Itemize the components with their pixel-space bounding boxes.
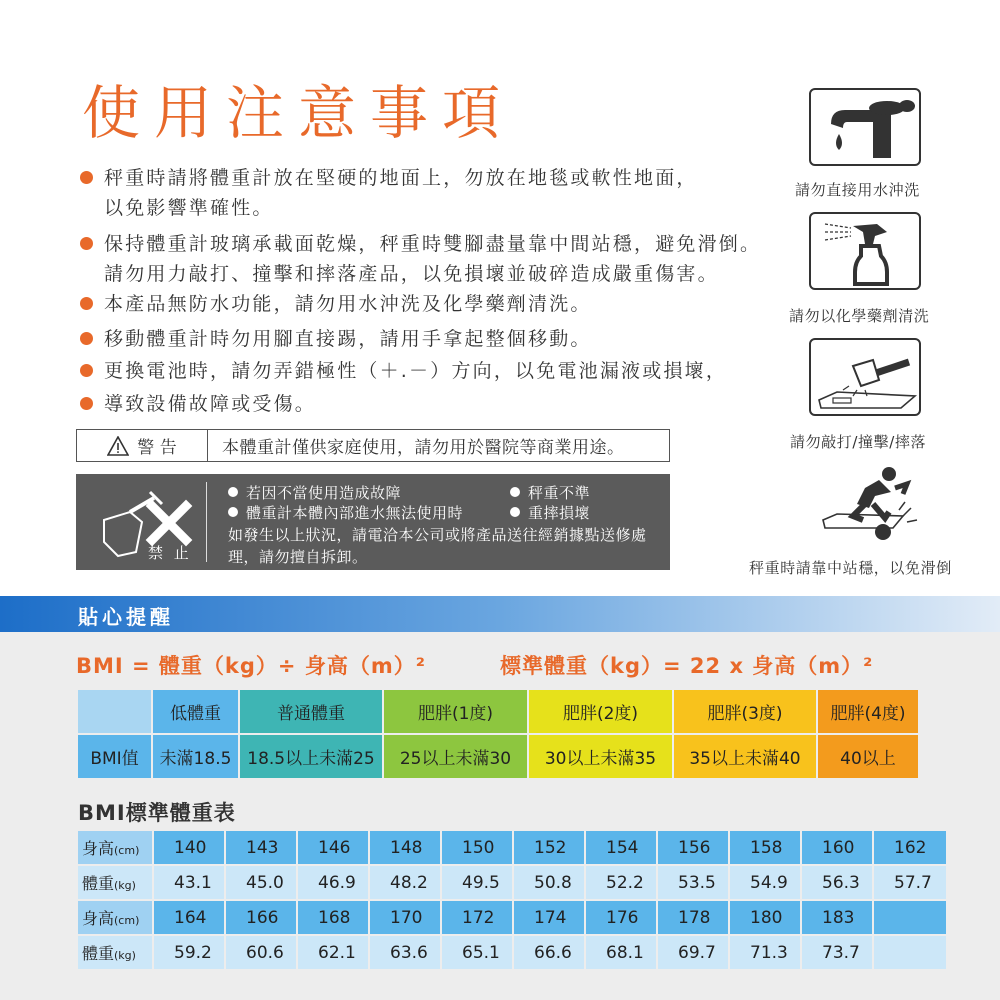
table-cell: 156 <box>657 830 729 865</box>
table-cell: 160 <box>801 830 873 865</box>
table-cell: 162 <box>873 830 947 865</box>
table-cell: 肥胖(3度) <box>673 689 817 734</box>
prohibit-item: 秤重不準 <box>510 482 590 503</box>
prohibition-box <box>76 474 670 570</box>
warning-box <box>76 429 670 462</box>
table-cell: 25以上未滿30 <box>383 734 528 779</box>
icon-caption: 秤重時請靠中站穩，以免滑倒 <box>749 559 952 577</box>
table-cell: 73.7 <box>801 935 873 970</box>
table-cell: 154 <box>585 830 657 865</box>
table-cell: 肥胖(1度) <box>383 689 528 734</box>
table-cell: 63.6 <box>369 935 441 970</box>
table-row <box>77 935 947 970</box>
table-cell: 50.8 <box>513 865 585 900</box>
standard-weight-formula: 標準體重（kg）= 22 x 身高（m）² <box>500 654 874 678</box>
divider <box>206 482 207 562</box>
table-cell: 168 <box>297 900 369 935</box>
icon-caption: 請勿直接用水沖洗 <box>795 181 920 199</box>
table-row <box>77 865 947 900</box>
table-cell: 57.7 <box>873 865 947 900</box>
table-row <box>77 900 947 935</box>
table-cell: 40以上 <box>817 734 919 779</box>
table-cell: 174 <box>513 900 585 935</box>
prohibit-item: 體重計本體內部進水無法使用時 <box>228 502 463 523</box>
prohibit-label: 禁 止 <box>148 544 192 562</box>
table-row <box>77 689 919 734</box>
table-cell: 46.9 <box>297 865 369 900</box>
table-cell: 45.0 <box>225 865 297 900</box>
note-item: 導致設備故障或受傷。 <box>80 389 316 419</box>
table-cell: 普通體重 <box>239 689 383 734</box>
table-cell: 178 <box>657 900 729 935</box>
table-cell: 150 <box>441 830 513 865</box>
table-cell: 35以上未滿40 <box>673 734 817 779</box>
row-header-cell: 體重(kg) <box>77 865 153 900</box>
table-cell: 183 <box>801 900 873 935</box>
row-header-cell: 體重(kg) <box>77 935 153 970</box>
slipping-person-icon <box>809 458 921 546</box>
table-cell: 肥胖(4度) <box>817 689 919 734</box>
icon-caption: 請勿以化學藥劑清洗 <box>789 307 930 325</box>
table-cell: 43.1 <box>153 865 225 900</box>
note-item: 秤重時請將體重計放在堅硬的地面上，勿放在地毯或軟性地面， 以免影響準確性。 <box>80 163 698 223</box>
table-cell: 未滿18.5 <box>152 734 239 779</box>
table-cell: 148 <box>369 830 441 865</box>
table-cell: 176 <box>585 900 657 935</box>
table-cell: 146 <box>297 830 369 865</box>
table-row <box>77 734 919 779</box>
table-cell: 158 <box>729 830 801 865</box>
table-cell: 69.7 <box>657 935 729 970</box>
table-cell: 53.5 <box>657 865 729 900</box>
faucet-icon <box>809 88 921 166</box>
table-cell: 172 <box>441 900 513 935</box>
bullet-icon <box>80 297 93 310</box>
table-cell: 52.2 <box>585 865 657 900</box>
prohibit-item: 若因不當使用造成故障 <box>228 482 401 503</box>
weight-table <box>76 829 948 971</box>
table-cell: BMI值 <box>77 734 152 779</box>
bullet-icon <box>80 332 93 345</box>
table-cell: 180 <box>729 900 801 935</box>
warning-triangle-icon <box>107 436 129 456</box>
warning-label: 警 告 <box>137 438 177 458</box>
table-cell: 170 <box>369 900 441 935</box>
row-header-cell: 身高(cm) <box>77 830 153 865</box>
row-header-cell: 身高(cm) <box>77 900 153 935</box>
table-cell: 56.3 <box>801 865 873 900</box>
bullet-icon <box>80 237 93 250</box>
table-cell: 164 <box>153 900 225 935</box>
section-title: 貼心提醒 <box>78 605 174 629</box>
table-cell: 18.5以上未滿25 <box>239 734 383 779</box>
table-cell: 66.6 <box>513 935 585 970</box>
table-cell: 62.1 <box>297 935 369 970</box>
table-cell: 152 <box>513 830 585 865</box>
note-item: 保持體重計玻璃承載面乾燥，秤重時雙腳盡量靠中間站穩，避免滑倒。 請勿用力敲打、撞擊和摔落產品，以免損壞並破碎造成嚴重傷害。 <box>80 229 761 289</box>
section-banner <box>0 596 1000 632</box>
icon-caption: 請勿敲打/撞擊/摔落 <box>790 433 927 451</box>
bullet-icon <box>80 364 93 377</box>
table-cell: 166 <box>225 900 297 935</box>
table-cell <box>873 935 947 970</box>
warning-text: 本體重計僅供家庭使用，請勿用於醫院等商業用途。 <box>222 438 625 458</box>
prohibit-item: 重摔損壞 <box>510 502 590 523</box>
weight-table-title: BMI標準體重表 <box>78 801 236 825</box>
table-cell: 60.6 <box>225 935 297 970</box>
table-cell: 143 <box>225 830 297 865</box>
table-cell: 59.2 <box>153 935 225 970</box>
table-cell: 30以上未滿35 <box>528 734 673 779</box>
prohibit-note: 如發生以上狀況，請電洽本公司或將產品送往經銷據點送修處理，請勿擅自拆卸。 <box>228 526 647 566</box>
hammer-icon <box>809 338 921 416</box>
table-cell: 肥胖(2度) <box>528 689 673 734</box>
bmi-category-table <box>76 688 920 780</box>
table-cell: 54.9 <box>729 865 801 900</box>
table-cell <box>873 900 947 935</box>
table-cell: 49.5 <box>441 865 513 900</box>
table-cell <box>77 689 152 734</box>
page-title: 使用注意事項 <box>82 79 515 147</box>
table-row <box>77 830 947 865</box>
table-cell: 65.1 <box>441 935 513 970</box>
table-cell: 低體重 <box>152 689 239 734</box>
table-cell: 48.2 <box>369 865 441 900</box>
note-item: 移動體重計時勿用腳直接踢，請用手拿起整個移動。 <box>80 324 592 354</box>
bmi-formula: BMI = 體重（kg）÷ 身高（m）² <box>76 654 426 678</box>
note-item: 本產品無防水功能，請勿用水沖洗及化學藥劑清洗。 <box>80 289 592 319</box>
note-item: 更換電池時，請勿弄錯極性（＋.－）方向，以免電池漏液或損壞， <box>80 356 727 386</box>
bullet-icon <box>80 171 93 184</box>
warning-label-cell <box>77 430 208 461</box>
table-cell: 140 <box>153 830 225 865</box>
table-cell: 71.3 <box>729 935 801 970</box>
bullet-icon <box>80 397 93 410</box>
spray-bottle-icon <box>809 212 921 290</box>
table-cell: 68.1 <box>585 935 657 970</box>
